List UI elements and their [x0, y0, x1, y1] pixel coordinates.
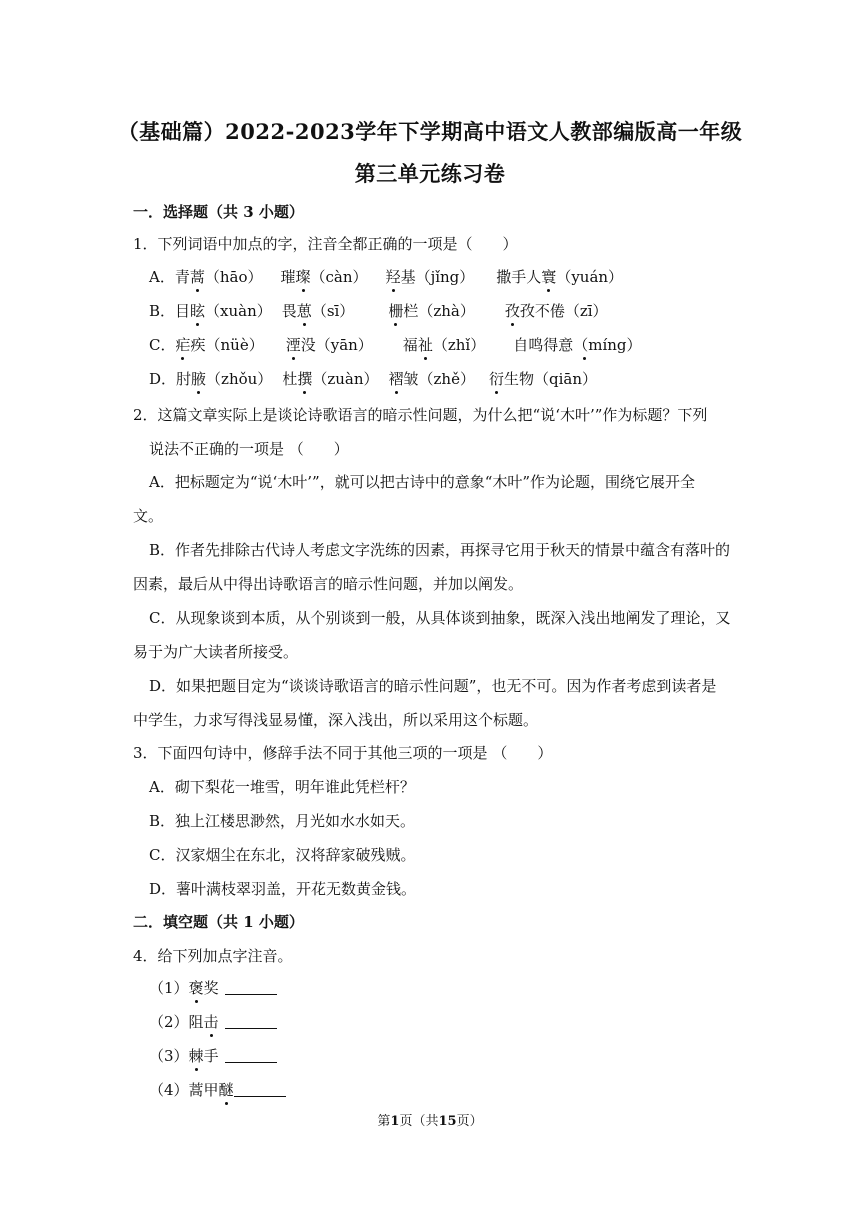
footer-text: 页） — [456, 1114, 483, 1129]
section-fill-heading: 二．填空题（共 1 小题） — [133, 913, 304, 931]
footer-text: 页（共 — [399, 1114, 439, 1129]
dotted-char: 衍 — [489, 367, 504, 391]
opt-text: （càn） — [310, 268, 368, 286]
dotted-char: 鸣得意（míng） — [528, 333, 641, 357]
dotted-char: 撰 — [297, 367, 312, 391]
question-2-option-a-line-2: 文。 — [133, 507, 164, 525]
dotted-char: 孜 — [505, 299, 520, 323]
question-4-item-4 — [149, 1078, 286, 1102]
opt-text: 基（jǐng） — [400, 268, 475, 286]
question-2-option-a-line-1: A．把标题定为“说‘木叶’”，就可以把古诗中的意象“木叶”作为论题，围绕它展开全 — [149, 473, 696, 491]
item-prefix: （1） — [149, 979, 189, 997]
question-4-stem: 4．给下列加点字注音。 — [133, 947, 293, 965]
dotted-char: 眩 — [190, 299, 205, 323]
dotted-char: 褒 — [189, 976, 204, 1000]
item-suffix: 手 — [203, 1047, 219, 1065]
opt-text: （xuàn） — [205, 302, 272, 320]
opt-text: 没（yān） — [300, 336, 373, 354]
question-2-stem-line-1: 2．这篇文章实际上是谈论诗歌语言的暗示性问题，为什么把“说‘木叶’”作为标题？下列 — [133, 406, 708, 424]
opt-text: B．目 — [149, 302, 191, 320]
question-2-option-d-line-1: D．如果把题目定为“谈谈诗歌语言的暗示性问题”，也无不可。因为作者考虑到读者是 — [149, 677, 717, 695]
opt-text: D．肘 — [149, 370, 192, 388]
dotted-char: 璨 — [296, 265, 311, 289]
question-1-option-c — [149, 333, 642, 357]
opt-text: 杜 — [282, 370, 298, 388]
section-choice-heading: 一．选择题（共 3 小题） — [133, 203, 304, 221]
opt-text: 栏（zhà） — [403, 302, 475, 320]
dotted-char: 褶 — [389, 367, 404, 391]
dotted-char: 葸 — [297, 299, 312, 323]
question-2-option-b-line-2: 因素，最后从中得出诗歌语言的暗示性问题，并加以阐发。 — [133, 575, 524, 593]
page-footer — [0, 1110, 860, 1129]
answer-blank[interactable] — [225, 1014, 277, 1029]
question-1-stem: 1．下列词语中加点的字，注音全都正确的一项是（ ） — [133, 235, 518, 253]
question-3-option-d: D．薯叶满枝翠羽盖，开花无数黄金钱。 — [149, 880, 417, 898]
dotted-char: 蒿 — [190, 265, 205, 289]
current-page-number: 1 — [390, 1114, 400, 1129]
opt-text: （zhǐ） — [432, 336, 486, 354]
item-suffix: 奖 — [203, 979, 219, 997]
question-1-option-b — [149, 299, 608, 323]
dotted-char: 击 — [204, 1010, 219, 1034]
question-3-option-b: B．独上江楼思渺然，月光如水水如天。 — [149, 812, 416, 830]
opt-text: 自 — [513, 336, 529, 354]
question-4-item-3 — [149, 1044, 277, 1068]
opt-text: （zhǒu） — [206, 370, 273, 388]
total-page-number: 15 — [438, 1114, 457, 1129]
answer-blank[interactable] — [225, 980, 277, 995]
question-4-item-1 — [149, 976, 277, 1000]
dotted-char: 寰 — [541, 265, 556, 289]
opt-text: （yuán） — [556, 268, 624, 286]
question-2-option-b-line-1: B．作者先排除古代诗人考虑文字洗练的因素，再探寻它用于秋天的情景中蕴含有落叶的 — [149, 541, 731, 559]
dotted-char: 疟 — [175, 333, 190, 357]
question-3-stem: 3．下面四句诗中，修辞手法不同于其他三项的一项是 （ ） — [133, 744, 553, 762]
opt-text: 畏 — [281, 302, 297, 320]
opt-text: 孜不倦（zī） — [519, 302, 608, 320]
dotted-char: 腋 — [191, 367, 206, 391]
question-2-stem-line-2: 说法不正确的一项是 （ ） — [149, 440, 349, 458]
dotted-char: 羟 — [386, 265, 401, 289]
opt-text: （hāo） — [204, 268, 263, 286]
question-3-option-a: A．砌下梨花一堆雪，明年谁此凭栏杆？ — [149, 778, 415, 796]
opt-text: （sī） — [311, 302, 355, 320]
item-prefix: （2）阻 — [149, 1013, 204, 1031]
footer-text: 第 — [377, 1114, 391, 1129]
opt-text: 皱（zhě） — [403, 370, 475, 388]
opt-text: 生物（qiān） — [504, 370, 598, 388]
question-2-option-c-line-1: C．从现象谈到本质，从个别谈到一般，从具体谈到抽象，既深入浅出地阐发了理论，又 — [149, 609, 731, 627]
dotted-char: 湮 — [286, 333, 301, 357]
opt-text: 疾（nüè） — [190, 336, 264, 354]
item-prefix: （3） — [149, 1047, 189, 1065]
item-prefix: （4）蒿甲 — [149, 1081, 219, 1099]
title-line-1: （基础篇）2022-2023学年下学期高中语文人教部编版高一年级 — [117, 119, 743, 144]
question-1-option-a — [149, 265, 623, 289]
answer-blank[interactable] — [225, 1048, 277, 1063]
opt-text: 璀 — [280, 268, 296, 286]
title-line-2: 第三单元练习卷 — [354, 161, 506, 186]
question-4-item-2 — [149, 1010, 277, 1034]
opt-text: C． — [149, 336, 176, 354]
dotted-char: 醚 — [219, 1078, 234, 1102]
opt-text: （zuàn） — [312, 370, 379, 388]
opt-text: A．青 — [149, 268, 190, 286]
dotted-char: 祉 — [418, 333, 433, 357]
dotted-char: 棘 — [189, 1044, 204, 1068]
opt-text: 撒手人 — [496, 268, 542, 286]
question-3-option-c: C．汉家烟尘在东北，汉将辞家破残贼。 — [149, 846, 416, 864]
dotted-char: 栅 — [388, 299, 403, 323]
question-2-option-d-line-2: 中学生，力求写得浅显易懂，深入浅出，所以采用这个标题。 — [133, 711, 539, 729]
answer-blank[interactable] — [234, 1082, 286, 1097]
opt-text: 福 — [402, 336, 418, 354]
question-1-option-d — [149, 367, 597, 391]
question-2-option-c-line-2: 易于为广大读者所接受。 — [133, 643, 299, 661]
